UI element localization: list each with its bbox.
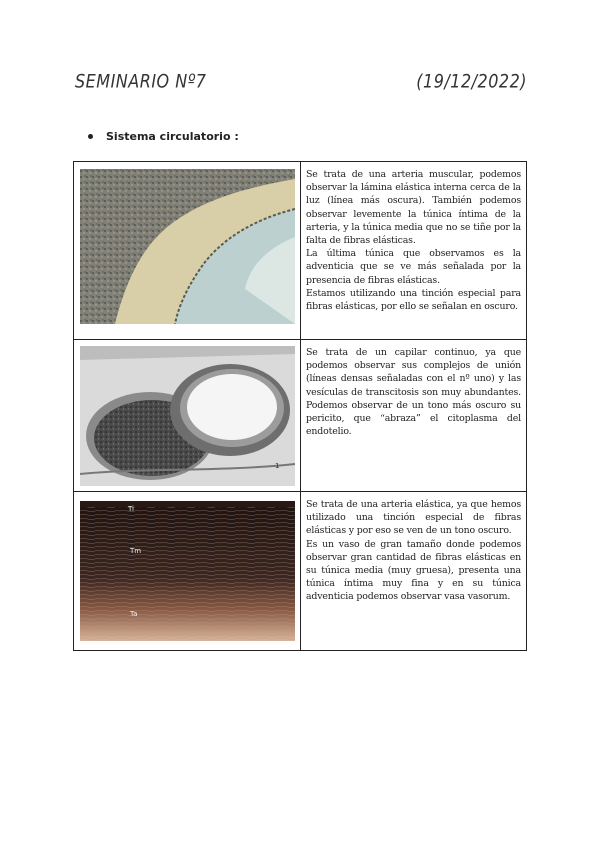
micrograph-continuous-capillary [80,346,295,486]
capillary-description [301,340,526,438]
label-ti: Ti [128,505,135,513]
muscular-artery-image [80,169,295,324]
description-paragraph: Se trata de un capilar continuo, ya que podemos observar sus complejos de unión (líneas densas señaladas con el nº uno) y las vesículas de transcitosis son muy abundantes. Podemos observar de un tono más oscuro su pericito, que “abraza” el citoplasma del endotelio. [305,347,521,438]
seminar-title: SEMINARIO Nº7 [75,70,207,92]
elastic-artery-description [301,492,526,604]
micrograph-elastic-artery [80,501,295,641]
capillary-label-1: 1 [275,462,280,470]
table-row [74,492,527,651]
section-heading: Sistema circulatorio : [106,130,239,143]
label-ta: Ta [130,610,138,618]
section-bullet [88,130,239,143]
bullet-icon [88,134,93,139]
table-row [74,162,527,340]
muscular-artery-description [301,162,526,313]
micrograph-muscular-artery [80,169,295,324]
elastic-artery-image [80,501,295,641]
description-paragraph: Se trata de una arteria elástica, ya que hemos utilizado una tinción especial de fibras elásticas y por eso se ven de un tono oscuro. [305,499,521,537]
description-paragraph: Se trata de una arteria muscular, podemos observar la lámina elástica interna cerca de la luz (línea más oscura). También podemos observar levemente la túnica íntima de la arteria, y la túnica media que no se tiñe por la falta de fibras elásticas. [305,169,521,247]
description-paragraph: La última túnica que observamos es la adventicia que se ve más señalada por la presencia de fibras elásticas. [305,248,521,286]
seminar-date: (19/12/2022) [416,70,527,92]
label-tm: Tm [130,547,142,555]
description-paragraph: Es un vaso de gran tamaño donde podemos observar gran cantidad de fibras elásticas en su túnica media (muy gruesa), presenta una túnica íntima muy fina y en su túnica adventicia podemos observar vasa vasorum. [305,538,521,603]
histology-table [73,161,527,651]
table-row [74,340,527,492]
description-paragraph: Estamos utilizando una tinción especial para fibras elásticas, por ello se señalan en oscuro. [305,287,521,313]
capillary-image [80,346,295,486]
